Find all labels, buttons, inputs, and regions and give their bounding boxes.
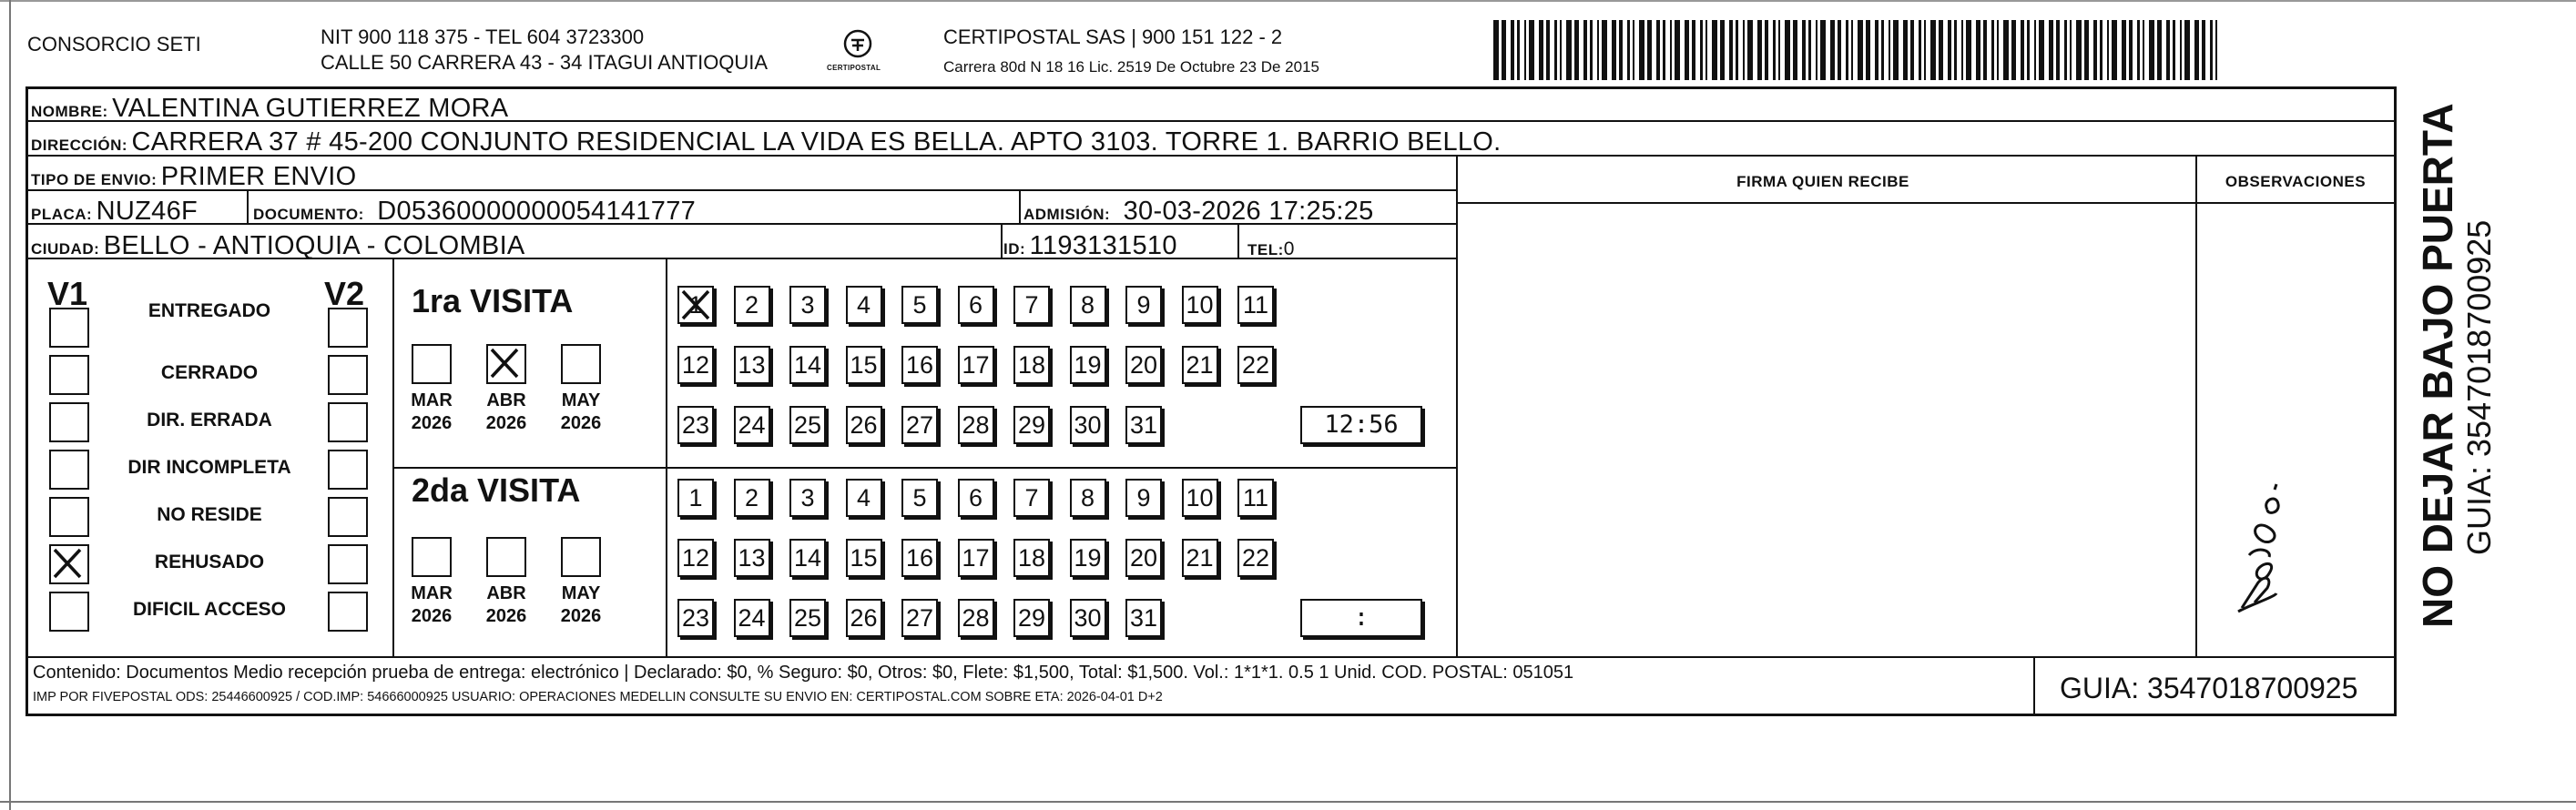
day-box-27[interactable]: 27 [901,599,938,637]
v2-checkbox-rehusado[interactable] [328,544,368,584]
barcode-bar [2039,20,2044,80]
barcode-bar [1529,20,1534,80]
tipo-envio-value: PRIMER ENVIO [160,162,357,191]
day-box-8[interactable]: 8 [1070,286,1106,324]
barcode-bar [1866,20,1870,80]
day-box-11[interactable]: 11 [1237,479,1274,517]
day-box-10[interactable]: 10 [1182,479,1218,517]
admision-value: 30-03-2026 17:25:25 [1123,197,1374,226]
day-box-24[interactable]: 24 [734,599,770,637]
month-label: MAR 2026 [411,583,453,626]
barcode-bar [1875,20,1879,80]
time-box[interactable]: 12:56 [1300,406,1422,444]
day-box-10[interactable]: 10 [1182,286,1218,324]
barcode-bar [1919,20,1921,80]
barcode-bar [1619,20,1623,80]
barcode-bar [1991,20,1994,80]
documento-label: DOCUMENTO: [253,206,364,223]
barcode-bar [1612,20,1616,80]
barcode-bar [1903,20,1908,80]
footer-guia: GUIA: 3547018700925 [2060,672,2358,704]
day-box-20[interactable]: 20 [1125,539,1162,577]
documento-row [253,197,696,227]
first-visit-title: 1ra VISITA [412,282,574,319]
barcode-bar [1546,20,1550,80]
barcode-bar [2122,20,2126,80]
barcode-bar [1765,20,1768,80]
day-box-7[interactable]: 7 [1013,479,1050,517]
day-box-3[interactable]: 3 [789,479,826,517]
side-guia: GUIA: 3547018700925 [2460,219,2498,555]
day-box-31[interactable]: 31 [1125,406,1162,444]
barcode-bar [2215,20,2217,80]
barcode-bar [2173,20,2175,80]
v1-checkbox-no-reside[interactable] [49,497,89,537]
barcode-bar [2143,20,2144,80]
day-box-3[interactable]: 3 [789,286,826,324]
barcode-bar [1773,20,1776,80]
day-box-29[interactable]: 29 [1013,599,1050,637]
day-box-25[interactable]: 25 [789,599,826,637]
documento-value: D05360000000054141777 [377,197,697,226]
barcode-bar [2084,20,2089,80]
barcode-bar [1924,20,1926,80]
barcode-bar [1961,20,1963,80]
day-box-2[interactable]: 2 [734,479,770,517]
page-bottom-edge [0,801,2576,803]
barcode-bar [1820,20,1826,80]
day-box-15[interactable]: 15 [846,539,882,577]
day-box-20[interactable]: 20 [1125,346,1162,384]
day-box-16[interactable]: 16 [901,539,938,577]
barcode-bar [2184,20,2190,80]
day-box-22[interactable]: 22 [1237,539,1274,577]
barcode-bar [1802,20,1806,80]
barcode-bar [2076,20,2082,80]
barcode-bar [1893,20,1899,80]
day-box-2[interactable]: 2 [734,286,770,324]
month-checkbox-may[interactable] [561,344,601,384]
day-box-13[interactable]: 13 [734,346,770,384]
month-label: ABR 2026 [485,390,527,433]
barcode-bar [1590,20,1593,80]
barcode-bar [1502,20,1506,80]
month-checkbox-mar[interactable] [412,344,452,384]
barcode-bar [1930,20,1936,80]
page-left-edge [9,0,11,810]
barcode-bar [1602,20,1607,80]
barcode-bar [2070,20,2072,80]
barcode-bar [1566,20,1572,80]
observation-signature [2222,382,2295,628]
barcode-bar [1954,20,1957,80]
day-box-6[interactable]: 6 [958,479,994,517]
day-box-29[interactable]: 29 [1013,406,1050,444]
barcode-bar [1830,20,1835,80]
time-box[interactable]: : [1300,599,1422,637]
day-box-26[interactable]: 26 [846,406,882,444]
day-box-6[interactable]: 6 [958,286,994,324]
v1-label: V1 [47,275,88,312]
tel-label: TEL: [1247,241,1284,258]
barcode-bar [1997,20,1999,80]
day-box-4[interactable]: 4 [846,479,882,517]
day-box-28[interactable]: 28 [958,406,994,444]
barcode-bar [1597,20,1599,80]
barcode-bar [1685,20,1689,80]
barcode-bar [1511,20,1514,80]
day-box-8[interactable]: 8 [1070,479,1106,517]
day-box-14[interactable]: 14 [789,539,826,577]
barcode-bar [1785,20,1790,80]
barcode-bar [1627,20,1630,80]
barcode-bar [1976,20,1980,80]
v2-checkbox-dir-incompleta[interactable] [328,450,368,490]
month-label: MAY 2026 [560,583,602,626]
barcode-bar [2056,20,2060,80]
barcode-bar [1757,20,1762,80]
day-box-30[interactable]: 30 [1070,406,1106,444]
v1-checkbox-rehusado[interactable] [49,544,89,584]
month-label: MAY 2026 [560,390,602,433]
day-box-17[interactable]: 17 [958,539,994,577]
barcode-bar [2180,20,2182,80]
no-dejar-warning: NO DEJAR BAJO PUERTA [2414,103,2461,628]
status-label: ENTREGADO [148,300,271,321]
tipo-envio-label: TIPO DE ENVIO: [31,171,158,188]
certipostal-logo [840,27,876,64]
ciudad-label: CIUDAD: [31,240,100,258]
day-box-22[interactable]: 22 [1237,346,1274,384]
barcode-bar [2210,20,2213,80]
barcode-bar [2049,20,2053,80]
day-box-28[interactable]: 28 [958,599,994,637]
barcode-bar [2003,20,2009,80]
id-label: ID: [1003,240,1026,258]
barcode-bar [1983,20,1987,80]
status-label: NO RESIDE [157,504,262,525]
v2-checkbox-entregado[interactable] [328,308,368,348]
day-box-11[interactable]: 11 [1237,286,1274,324]
barcode-bar [1816,20,1817,80]
day-box-19[interactable]: 19 [1070,346,1106,384]
v2-checkbox-dificil-acceso[interactable] [328,592,368,632]
day-box-9[interactable]: 9 [1125,286,1162,324]
barcode-bar [2034,20,2036,80]
barcode-bar [1560,20,1562,80]
day-box-23[interactable]: 23 [677,599,714,637]
contenido-line: Contenido: Documentos Medio recepción prueba de entrega: electrónico | Declarado: $0, % Seguro: $0, Otros: $0, Flete: $1,500, Total: $1,500. Vol.: 1*1*1. 0.5 1 Unid. COD. POSTAL: 051051 [33,663,1574,683]
barcode-bar [1736,20,1738,80]
day-box-26[interactable]: 26 [846,599,882,637]
license-line: Carrera 80d N 18 16 Lic. 2519 De Octubre 23 De 2015 [943,58,1319,76]
day-box-13[interactable]: 13 [734,539,770,577]
day-box-21[interactable]: 21 [1182,539,1218,577]
barcode-bar [2093,20,2097,80]
barcode-bar [1720,20,1725,80]
barcode-bar [1633,20,1634,80]
status-label: DIR INCOMPLETA [127,457,291,478]
barcode-bar [1729,20,1733,80]
barcode-bar [2011,20,2016,80]
day-box-18[interactable]: 18 [1013,539,1050,577]
barcode-bar [2027,20,2030,80]
day-box-9[interactable]: 9 [1125,479,1162,517]
barcode-bar [1675,20,1680,80]
placa-label: PLACA: [31,206,93,223]
day-box-27[interactable]: 27 [901,406,938,444]
barcode-bar [1712,20,1717,80]
v1-checkbox-dir-errada[interactable] [49,402,89,442]
barcode-bar [1778,20,1780,80]
status-label: DIR. ERRADA [147,410,272,430]
second-visit-title: 2da VISITA [412,471,581,509]
status-label: DIFICIL ACCESO [132,599,286,620]
tel-value: 0 [1283,238,1295,259]
carrier-line: CERTIPOSTAL SAS | 900 151 122 - 2 [943,25,1283,48]
day-box-5[interactable]: 5 [901,286,938,324]
v1-checkbox-dir-incompleta[interactable] [49,450,89,490]
barcode-bar [1539,20,1543,80]
v2-label: V2 [324,275,365,312]
v2-checkbox-dir-errada[interactable] [328,402,368,442]
barcode-bar [1517,20,1520,80]
barcode-bar [1948,20,1951,80]
day-box-15[interactable]: 15 [846,346,882,384]
nombre-value: VALENTINA GUTIERREZ MORA [112,94,509,123]
barcode-bar [1663,20,1665,80]
barcode-bar [1647,20,1652,80]
admision-row [1023,197,1374,227]
day-box-7[interactable]: 7 [1013,286,1050,324]
month-checkbox-abr[interactable] [486,344,526,384]
day-box-12[interactable]: 12 [677,346,714,384]
day-box-1[interactable]: 1 [677,479,714,517]
barcode-bar [1838,20,1841,80]
day-box-31[interactable]: 31 [1125,599,1162,637]
barcode-bar [2202,20,2205,80]
day-box-4[interactable]: 4 [846,286,882,324]
day-box-23[interactable]: 23 [677,406,714,444]
barcode-bar [1793,20,1797,80]
barcode-bar [2194,20,2199,80]
barcode-bar [1966,20,1971,80]
month-checkbox-abr[interactable] [486,537,526,577]
id-row [1003,231,1177,261]
barcode-bar [2166,20,2170,80]
tipo-envio-row [31,162,356,192]
barcode-bar [1656,20,1660,80]
day-box-17[interactable]: 17 [958,346,994,384]
day-box-30[interactable]: 30 [1070,599,1106,637]
nombre-row [31,94,508,124]
barcode-bar [2149,20,2154,80]
barcode-bar [1583,20,1587,80]
firma-header: FIRMA QUIEN RECIBE [1736,173,1909,190]
day-box-14[interactable]: 14 [789,346,826,384]
month-checkbox-mar[interactable] [412,537,452,577]
page-top-edge [0,0,2576,2]
barcode-bar [1670,20,1672,80]
barcode-bar [1846,20,1848,80]
admision-label: ADMISIÓN: [1023,206,1111,223]
imp-line: IMP POR FIVEPOSTAL ODS: 25446600925 / COD.IMP: 54666000925 USUARIO: OPERACIONES MEDELLIN CONSULTE SU ENVIO EN: CERTIPOSTAL.COM SOBRE ETA: 2026-04-01 D+2 [33,690,1163,704]
day-box-12[interactable]: 12 [677,539,714,577]
barcode-bar [1574,20,1579,80]
v2-checkbox-no-reside[interactable] [328,497,368,537]
direccion-label: DIRECCIÓN: [31,137,128,154]
status-label: REHUSADO [154,552,265,572]
v1-checkbox-cerrado[interactable] [49,355,89,395]
month-checkbox-may[interactable] [561,537,601,577]
day-box-25[interactable]: 25 [789,406,826,444]
barcode-bar [1910,20,1914,80]
nombre-label: NOMBRE: [31,103,108,120]
barcode-bar [1493,20,1499,80]
barcode-bar [1858,20,1863,80]
barcode-bar [2129,20,2133,80]
day-box-18[interactable]: 18 [1013,346,1050,384]
barcode-bar [2021,20,2024,80]
month-label: MAR 2026 [411,390,453,433]
barcode-bar [1692,20,1695,80]
day-box-24[interactable]: 24 [734,406,770,444]
direccion-row [31,127,1502,157]
barcode-bar [1808,20,1811,80]
tel-row [1247,238,1295,260]
barcode-bar [1939,20,1943,80]
month-label: ABR 2026 [485,583,527,626]
ciudad-row [31,231,525,261]
barcode-bar [1639,20,1644,80]
day-box-21[interactable]: 21 [1182,346,1218,384]
barcode-bar [1851,20,1853,80]
v1-checkbox-entregado[interactable] [49,308,89,348]
placa-value: NUZ46F [96,197,199,226]
barcode-bar [1881,20,1884,80]
direccion-value: CARRERA 37 # 45-200 CONJUNTO RESIDENCIAL LA VIDA ES BELLA. APTO 3103. TORRE 1. BARRIO BELLO. [131,127,1502,157]
barcode-bar [1747,20,1753,80]
company-name: CONSORCIO SETI [27,33,201,56]
barcode-bar [1524,20,1526,80]
barcode-bar [2107,20,2109,80]
day-box-1[interactable]: 1 [677,286,714,324]
id-value: 1193131510 [1029,231,1177,260]
day-box-19[interactable]: 19 [1070,539,1106,577]
barcode-bar [2100,20,2103,80]
barcode-bar [2064,20,2067,80]
nit-line: NIT 900 118 375 - TEL 604 3723300 [321,25,645,48]
v2-checkbox-cerrado[interactable] [328,355,368,395]
barcode-bar [1889,20,1890,80]
barcode-bar [2157,20,2162,80]
day-box-16[interactable]: 16 [901,346,938,384]
barcode-bar [1743,20,1745,80]
ciudad-value: BELLO - ANTIOQUIA - COLOMBIA [103,231,525,260]
barcode-bar [1554,20,1557,80]
barcode-bar [2112,20,2117,80]
v1-checkbox-dificil-acceso[interactable] [49,592,89,632]
barcode [1493,20,2222,80]
company-address: CALLE 50 CARRERA 43 - 34 ITAGUI ANTIOQUIA [321,51,769,74]
placa-row [31,197,198,227]
day-box-5[interactable]: 5 [901,479,938,517]
logo-text: CERTIPOSTAL [827,64,881,72]
barcode-bar [1700,20,1703,80]
status-label: CERRADO [160,362,259,383]
observaciones-header: OBSERVACIONES [2225,173,2367,190]
barcode-bar [1705,20,1707,80]
barcode-bar [2137,20,2140,80]
